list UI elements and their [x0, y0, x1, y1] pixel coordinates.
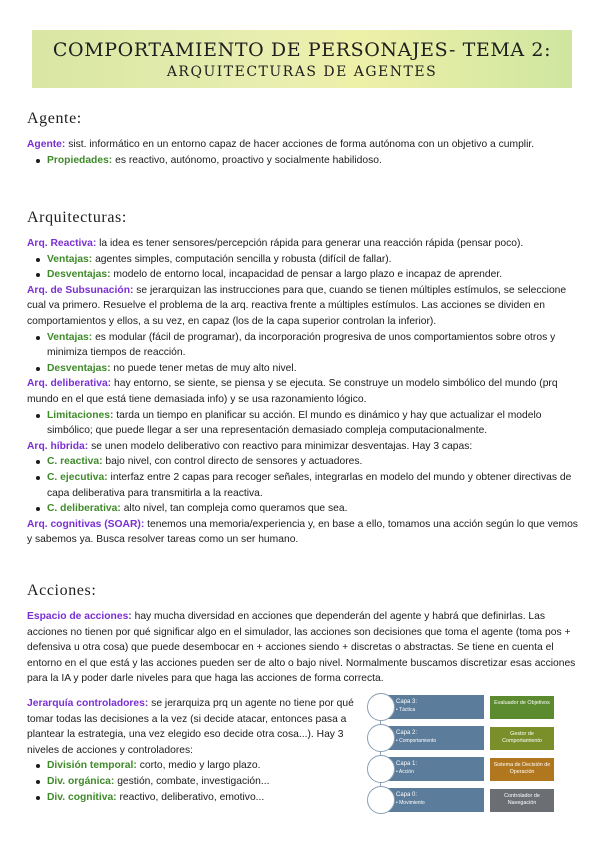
jerarquia-list	[27, 758, 359, 805]
term: División temporal:	[47, 760, 137, 772]
term: Arq. de Subsunación:	[27, 284, 134, 296]
text: tenemos una memoria/experiencia y, en base a ello, tomamos una acción según lo que vemos y sabemos ya. Busca resolver tareas como un ser humano.	[27, 518, 578, 546]
layer-title: Capa 1:	[396, 761, 418, 767]
list-item	[27, 454, 579, 470]
layer-bar	[386, 695, 484, 719]
agente-list	[27, 153, 579, 169]
term: Jerarquía controladores:	[27, 698, 149, 709]
text: bajo nivel, con control directo de sensores y actuadores.	[102, 456, 363, 468]
arq-hibrida	[27, 439, 579, 455]
text: agentes simples, computación sencilla y robusta (difícil de fallar).	[92, 253, 392, 265]
term: Desventajas:	[47, 362, 111, 374]
term: Limitaciones:	[47, 409, 114, 421]
controller-box: Controlador de Navegación	[490, 789, 554, 812]
term: Propiedades:	[47, 154, 113, 166]
controller-box: Gestor de Comportamiento	[490, 727, 554, 750]
term: C. ejecutiva:	[47, 471, 108, 483]
layer-circle	[367, 786, 395, 814]
text: se jerarquiza prq un agente no tiene por qué tomar todas las decisiones a la vez (si decide atacar, entonces pasa a plantear la estrategia, una vez elegido eso decide otra cosa...). Hay 3 niveles de acciones y controladores:	[27, 698, 354, 756]
section-acciones	[27, 581, 579, 687]
layer-circle	[367, 724, 395, 752]
text: no puede tener metas de muy alto nivel.	[110, 362, 297, 374]
espacio-acciones	[27, 609, 579, 687]
text: hay mucha diversidad en acciones que dependerán del agente y habrá que definirlas. Las acciones no tienen por qué significar algo en el simulador, las acciones son decisiones que toma el agente (toma pos + defensiva u otra cosa) que puede desembocar en + acciones siendo + discretas o abstractas. Se tiene en cuenta el entorno en el que está y las acciones pueden ser de alto o bajo nivel. Normalmente buscamos discretizar esas acciones para la IA y poder darle niveles para que haga las acciones de forma correcta.	[27, 611, 576, 685]
text: reactivo, deliberativo, emotivo...	[116, 791, 265, 803]
term: Ventajas:	[47, 253, 93, 265]
layer-sub: • Movimiento	[396, 800, 425, 806]
layer-sub: • Táctica	[396, 707, 416, 713]
term: Arq. Reactiva:	[27, 238, 97, 249]
heading-agente: Agente:	[27, 110, 82, 127]
layer-title: Capa 0:	[396, 792, 418, 798]
term: Desventajas:	[47, 269, 111, 281]
term: Espacio de acciones:	[27, 611, 132, 622]
controller-box: Sistema de Decisión de Operación	[490, 758, 554, 781]
arq-subsuncion-list	[27, 330, 579, 377]
jerarquia-controladores	[27, 696, 359, 758]
term: Ventajas:	[47, 331, 93, 343]
layer-circle	[367, 693, 395, 721]
list-item	[27, 790, 359, 806]
layer-bar	[386, 726, 484, 750]
list-item	[27, 408, 579, 439]
text: interfaz entre 2 capas para recoger señales, integrarlas en modelo del mundo y obtener directivas de capa deliberativa para transmitirla a la reactiva.	[47, 471, 572, 499]
layer-bar	[386, 757, 484, 781]
title-banner	[32, 30, 572, 88]
text: hay entorno, se siente, se piensa y se ejecuta. Se construye un modelo simbólico del mundo (prq mundo en el que está tiene demasiada info) y se usa razonamiento lógico.	[27, 378, 558, 405]
text: modelo de entorno local, incapacidad de pensar a largo plazo e incapaz de aprender.	[110, 269, 503, 281]
list-item	[27, 361, 579, 377]
page-title: COMPORTAMIENTO DE PERSONAJES- TEMA 2:	[52, 39, 552, 61]
heading-acciones: Acciones:	[27, 582, 97, 599]
list-item	[27, 470, 579, 501]
term: Agente:	[27, 139, 66, 150]
term: Div. cognitiva:	[47, 791, 117, 803]
list-item	[27, 330, 579, 361]
section-agente	[27, 109, 579, 168]
text: gestión, combate, investigación...	[114, 775, 270, 787]
arq-deliberativa-list	[27, 408, 579, 439]
section-arquitecturas	[27, 208, 579, 548]
text: alto nivel, tan compleja como queramos que sea.	[120, 503, 348, 515]
text: sist. informático en un entorno capaz de hacer acciones de forma autónoma con un objetivo a cumplir.	[65, 139, 535, 150]
arq-reactiva	[27, 236, 579, 252]
layer-title: Capa 3:	[396, 699, 418, 705]
layer-sub: • Acción	[396, 769, 414, 775]
list-item	[27, 252, 579, 268]
list-item	[27, 758, 359, 774]
layer-bar	[386, 788, 484, 812]
heading-arquitecturas: Arquitecturas:	[27, 209, 127, 226]
arq-cognitivas	[27, 517, 579, 548]
text: corto, medio y largo plazo.	[136, 760, 261, 772]
controller-box: Evaluador de Objetivos	[490, 696, 554, 719]
text: la idea es tener sensores/percepción rápida para generar una reacción rápida (pensar poco).	[96, 238, 524, 249]
term: Arq. cognitivas (SOAR):	[27, 518, 145, 530]
arq-reactiva-list	[27, 252, 579, 283]
arq-hibrida-list	[27, 454, 579, 516]
text: se jerarquizan las instrucciones para que, cuando se tienen múltiples estímulos, se seleccione cual va primero. Resuelve el problema de la arq. reactiva frente a múltiples estímulos. Las acciones se dividen en comportamientos y ellos, a su vez, en capaz (los de la capa superior controlan la inferior).	[27, 284, 567, 327]
list-item	[27, 501, 579, 517]
term: C. deliberativa:	[47, 503, 121, 515]
term: Arq. deliberativa:	[27, 378, 112, 390]
arq-subsuncion	[27, 283, 579, 330]
text: es reactivo, autónomo, proactivo y socialmente habilidoso.	[112, 154, 382, 166]
arq-deliberativa	[27, 376, 579, 407]
term: C. reactiva:	[47, 456, 103, 468]
page-subtitle: ARQUITECTURAS DE AGENTES	[166, 64, 438, 80]
list-item	[27, 774, 359, 790]
layer-circle	[367, 755, 395, 783]
agente-definition	[27, 137, 579, 153]
layer-title: Capa 2:	[396, 730, 418, 736]
list-item	[27, 267, 579, 283]
term: Div. orgánica:	[47, 775, 115, 787]
layers-diagram	[360, 692, 575, 822]
layer-sub: • Comportamiento	[396, 738, 437, 744]
list-item	[27, 153, 579, 169]
text: es modular (fácil de programar), da incorporación progresiva de unos comportamientos sobre otros y minimiza tiempos de reacción.	[47, 331, 556, 359]
term: Arq. híbrida:	[27, 440, 89, 452]
jerarquia-block	[27, 696, 359, 805]
text: se unen modelo deliberativo con reactivo para minimizar desventajas. Hay 3 capas:	[88, 440, 473, 452]
text: tarda un tiempo en planificar su acción. El mundo es dinámico y hay que actualizar el modelo simbólico; que puede llegar a ser una representación demasiado compleja computacionalmente.	[47, 409, 542, 437]
